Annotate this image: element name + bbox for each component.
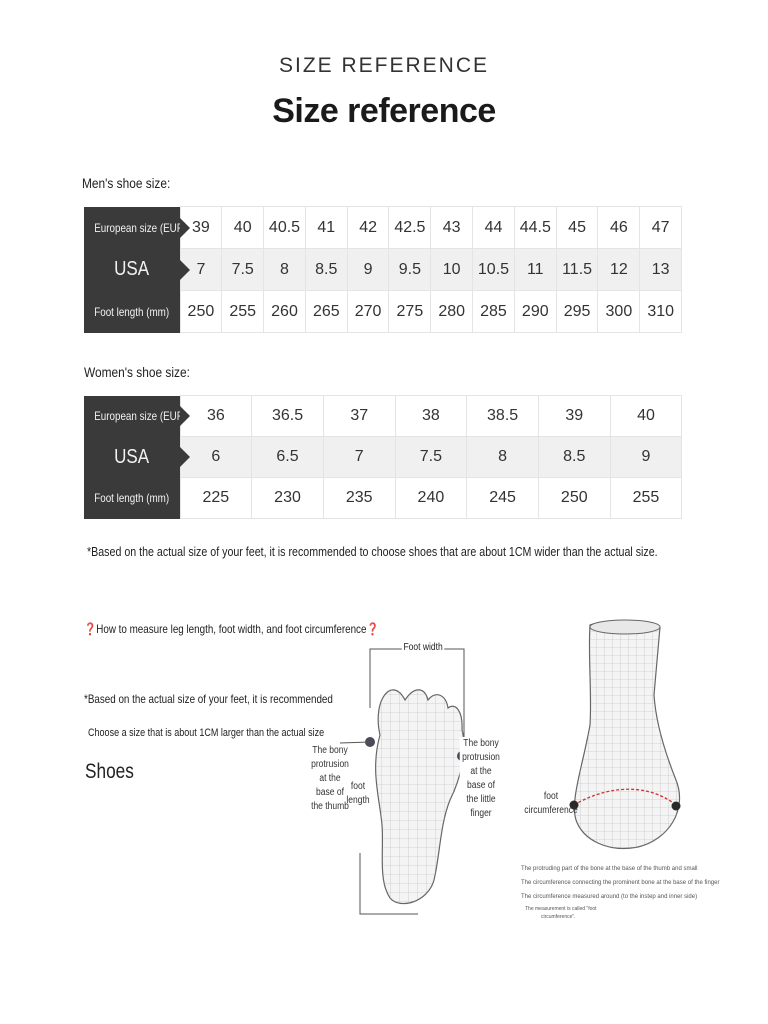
mens-eur-header: European size (EUR) [84, 207, 180, 249]
mens-eur-cell: 44 [473, 207, 515, 249]
womens-eur-cell: 39 [538, 396, 610, 437]
mens-usa-cell: 10.5 [473, 249, 515, 291]
mens-length-cell: 260 [264, 291, 306, 333]
main-title: Size reference [272, 92, 496, 130]
womens-size-table [84, 395, 682, 519]
shoes-heading: Shoes [85, 760, 134, 783]
mens-eur-cell: 42 [347, 207, 389, 249]
womens-eur-cell: 38.5 [467, 396, 539, 437]
mens-usa-cell: 8.5 [305, 249, 347, 291]
mens-usa-cell: 11.5 [556, 249, 598, 291]
measure-title: ❓How to measure leg length, foot width, and foot circumference❓ [84, 622, 379, 636]
mens-length-cell: 265 [305, 291, 347, 333]
womens-usa-cell: 6 [180, 437, 252, 478]
womens-size-label: Women's shoe size: [84, 364, 190, 380]
recommend-line-1: *Based on the actual size of your feet, it is recommended [84, 692, 333, 706]
womens-eur-cell: 36.5 [252, 396, 324, 437]
womens-usa-cell: 7.5 [395, 437, 467, 478]
mens-length-cell: 270 [347, 291, 389, 333]
mens-usa-cell: 7.5 [222, 249, 264, 291]
mens-usa-cell: 7 [180, 249, 222, 291]
mens-usa-cell: 10 [431, 249, 473, 291]
womens-eur-row [84, 396, 682, 437]
mens-length-cell: 295 [556, 291, 598, 333]
mens-eur-cell: 41 [305, 207, 347, 249]
mens-usa-cell: 13 [640, 249, 682, 291]
mens-length-row [84, 291, 682, 333]
sizing-note: *Based on the actual size of your feet, it is recommended to choose shoes that are about 1CM wider than the actual size. [87, 544, 658, 559]
caption-line-3: The circumference measured around (to the instep and inner side) [521, 894, 698, 900]
mens-usa-cell: 9.5 [389, 249, 431, 291]
caption-line-4: The measurement is called "foot [525, 906, 597, 912]
womens-length-row [84, 478, 682, 519]
recommend-line-2: Choose a size that is about 1CM larger than the actual size [88, 727, 325, 739]
foot-length-label: foot length [346, 781, 370, 806]
womens-usa-cell: 8.5 [538, 437, 610, 478]
mens-length-cell: 310 [640, 291, 682, 333]
womens-usa-header: USA [84, 437, 180, 478]
womens-eur-header: European size (EUR) [84, 396, 180, 437]
sole-shape [376, 690, 464, 904]
womens-usa-row [84, 437, 682, 478]
mens-eur-cell: 40 [222, 207, 264, 249]
mens-length-cell: 275 [389, 291, 431, 333]
caption-line-1: The protruding part of the bone at the base of the thumb and small [521, 866, 698, 872]
mens-length-cell: 255 [222, 291, 264, 333]
womens-eur-cell: 40 [610, 396, 682, 437]
mens-usa-header: USA [84, 249, 180, 291]
mens-size-label: Men's shoe size: [82, 175, 171, 191]
mens-eur-cell: 47 [640, 207, 682, 249]
caption-line-5: circumference". [541, 914, 576, 920]
womens-eur-cell: 37 [323, 396, 395, 437]
womens-length-cell: 255 [610, 478, 682, 519]
mens-usa-cell: 11 [514, 249, 556, 291]
mens-length-cell: 290 [514, 291, 556, 333]
mens-usa-row [84, 249, 682, 291]
mens-length-cell: 250 [180, 291, 222, 333]
top-title: SIZE REFERENCE [278, 54, 490, 77]
bony-little-finger-label: The bony protrusion at the base of the little finger [460, 737, 503, 821]
womens-length-cell: 225 [180, 478, 252, 519]
mens-eur-cell: 40.5 [264, 207, 306, 249]
womens-eur-cell: 36 [180, 396, 252, 437]
womens-usa-cell: 6.5 [252, 437, 324, 478]
mens-length-header: Foot length (mm) [84, 291, 180, 333]
womens-length-cell: 230 [252, 478, 324, 519]
womens-usa-cell: 9 [610, 437, 682, 478]
mens-eur-cell: 43 [431, 207, 473, 249]
mens-length-cell: 285 [473, 291, 515, 333]
mens-length-cell: 280 [431, 291, 473, 333]
womens-eur-cell: 38 [395, 396, 467, 437]
womens-length-cell: 240 [395, 478, 467, 519]
caption-line-2: The circumference connecting the prominent bone at the base of the finger [521, 880, 720, 886]
womens-usa-cell: 8 [467, 437, 539, 478]
womens-length-cell: 250 [538, 478, 610, 519]
mens-eur-cell: 44.5 [514, 207, 556, 249]
womens-length-header: Foot length (mm) [84, 478, 180, 519]
mens-eur-cell: 42.5 [389, 207, 431, 249]
mens-eur-cell: 39 [180, 207, 222, 249]
womens-usa-cell: 7 [323, 437, 395, 478]
mens-eur-row [84, 207, 682, 249]
ankle-leg-shape [574, 620, 679, 848]
circumference-end-marker [672, 802, 681, 811]
foot-width-label: Foot width [403, 642, 443, 653]
womens-length-cell: 235 [323, 478, 395, 519]
womens-length-cell: 245 [467, 478, 539, 519]
foot-side-illustration [548, 615, 693, 860]
mens-eur-cell: 45 [556, 207, 598, 249]
mens-eur-cell: 46 [598, 207, 640, 249]
mens-usa-cell: 12 [598, 249, 640, 291]
bony-thumb-label: The bony protrusion at the base of the thumb [311, 745, 349, 812]
mens-length-cell: 300 [598, 291, 640, 333]
mens-usa-cell: 9 [347, 249, 389, 291]
mens-usa-cell: 8 [264, 249, 306, 291]
mens-size-table [84, 206, 682, 333]
foot-circumference-label: foot circumference [524, 791, 578, 816]
